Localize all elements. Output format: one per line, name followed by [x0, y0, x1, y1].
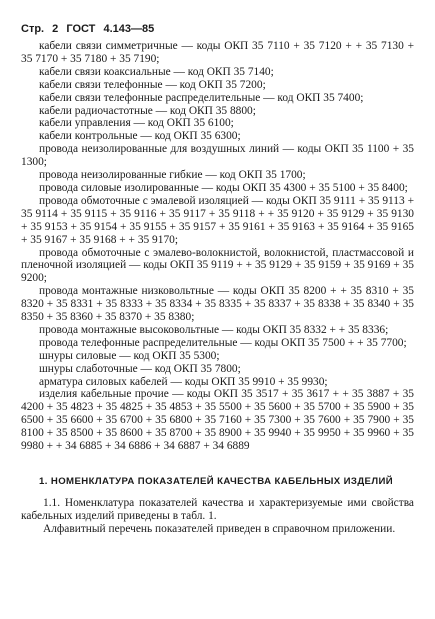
list-item: провода силовые изолированные — коды ОКП 35 4300 + 35 5100 + 35 8400; — [39, 181, 408, 194]
list-item: провода обмоточные с эмалевой изоляцией — коды ОКП 35 9111 + 35 9113 + 35 9114 + 35 9115 + 35 9116 + 35 9117 + 35 9118 + + 35 9120 + 35 9129 + 35 9130 + 35 9153 + 35 9154 + 35 9155 + 35 9157 + 35 9161 + 35 9163 + 35 9164 + 35 9165 + 35 9167 + 35 9168 + + 35 9170; — [21, 194, 414, 246]
product-code-list — [21, 40, 414, 453]
list-item: кабели управления — код ОКП 35 6100; — [39, 117, 234, 130]
list-item: кабели связи симметричные — коды ОКП 35 7110 + 35 7120 + + 35 7130 + 35 7170 + 35 7180 + 35 7190; — [21, 40, 414, 65]
list-item: шнуры силовые — код ОКП 35 5300; — [39, 349, 220, 362]
page-number: 2 — [52, 23, 59, 35]
list-item: провода монтажные высоковольтные — коды ОКП 35 8332 + + 35 8336; — [39, 323, 389, 336]
list-item: кабели контрольные — код ОКП 35 6300; — [39, 130, 241, 143]
section-paragraph: Алфавитный перечень показателей приведен в справочном приложении. — [43, 523, 396, 535]
section-paragraph: 1.1. Номенклатура показателей качества и характеризуемые ими свойства кабельных изделий приведены в табл. 1. — [21, 497, 414, 522]
list-item: арматура силовых кабелей — коды ОКП 35 9910 + 35 9930; — [39, 375, 328, 388]
list-item: кабели радиочастотные — код ОКП 35 8800; — [39, 104, 256, 117]
list-item: провода монтажные низковольтные — коды ОКП 35 8200 + + 35 8310 + 35 8320 + 35 8331 + 35 8333 + 35 8334 + 35 8335 + 35 8337 + 35 8338 + 35 8340 + 35 8350 + 35 8360 + 35 8370 + 35 8380; — [21, 285, 414, 324]
section-heading: 1. НОМЕНКЛАТУРА ПОКАЗАТЕЛЕЙ КАЧЕСТВА КАБЕЛЬНЫХ ИЗДЕЛИЙ — [39, 476, 394, 487]
page-header — [21, 20, 414, 38]
standard-label: ГОСТ — [66, 23, 96, 35]
standard-number: 4.143—85 — [103, 23, 155, 35]
list-item: кабели связи телефонные — код ОКП 35 7200; — [39, 78, 266, 91]
page-label: Стр. — [21, 23, 45, 35]
list-item: шнуры слаботочные — код ОКП 35 7800; — [39, 362, 241, 375]
list-item: провода неизолированные для воздушных линий — коды ОКП 35 1100 + 35 1300; — [21, 143, 414, 169]
list-item: провода телефонные распределительные — коды ОКП 35 7500 + + 35 7700; — [39, 336, 407, 349]
list-item: провода обмоточные с эмалево-волокнистой, волокнистой, пластмассовой и пленочной изоляцией — коды ОКП 35 9119 + + 35 9129 + 35 9159 + 35 9169 + 35 9200; — [21, 246, 414, 285]
list-item: провода неизолированные гибкие — код ОКП 35 1700; — [39, 169, 306, 182]
list-item: кабели связи телефонные распределительные — код ОКП 35 7400; — [39, 91, 364, 104]
list-item: изделия кабельные прочие — коды ОКП 35 3517 + 35 3617 + + 35 3887 + 35 4200 + 35 4823 + 35 4825 + 35 4853 + 35 5500 + 35 5600 + 35 5700 + 35 5900 + 35 6500 + 35 6600 + 35 6700 + 35 6800 + 35 7160 + 35 7300 + 35 7600 + 35 7900 + 35 8100 + 35 8500 + 35 8600 + 35 8700 + 35 8900 + 35 9940 + 35 9950 + 35 9960 + 35 9980 + + 34 6885 + 34 6886 + 34 6887 + 34 6889 — [21, 388, 414, 453]
list-item: кабели связи коаксиальные — код ОКП 35 7140; — [39, 65, 274, 78]
